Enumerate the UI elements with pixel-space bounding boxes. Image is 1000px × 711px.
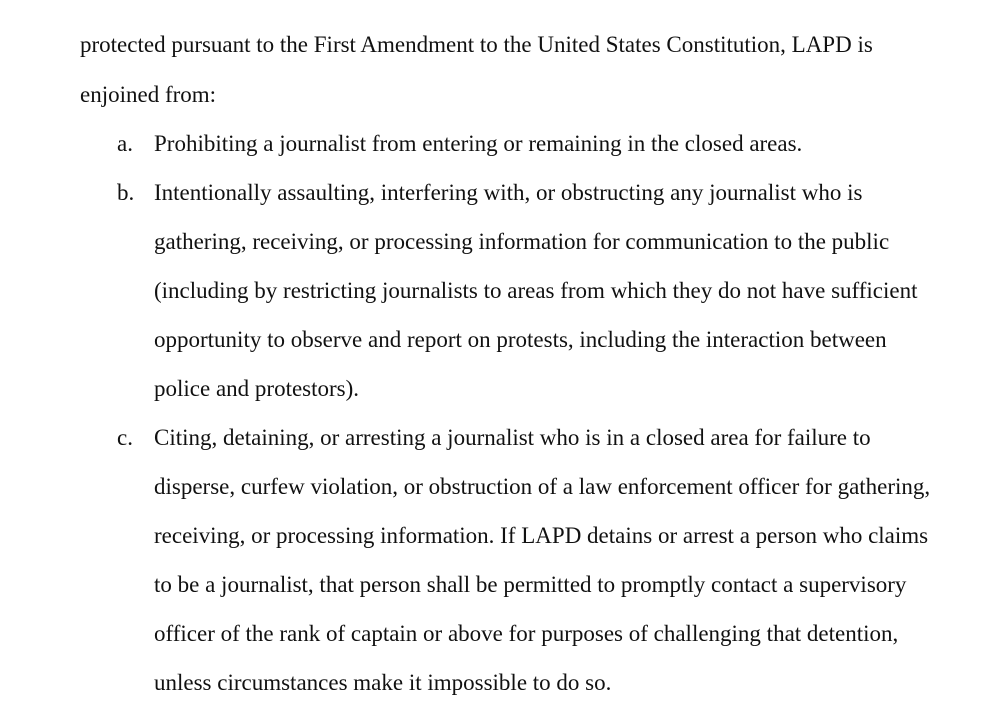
- list-item-b-line-2: gathering, receiving, or processing information for communication to the public: [154, 229, 890, 254]
- list-item-a-line-1: Prohibiting a journalist from entering or remaining in the closed areas.: [154, 131, 803, 156]
- list-item-c-line-5: officer of the rank of captain or above for purposes of challenging that detention,: [154, 621, 899, 646]
- list-marker-a: a.: [117, 131, 133, 156]
- list-item-b-line-4: opportunity to observe and report on protests, including the interaction between: [154, 327, 887, 352]
- intro-line-2: enjoined from:: [80, 82, 217, 107]
- list-marker-c: c.: [117, 425, 133, 450]
- list-item-c-line-3: receiving, or processing information. If LAPD detains or arrest a person who claims: [154, 523, 929, 548]
- list-item-c-line-1: Citing, detaining, or arresting a journalist who is in a closed area for failure to: [154, 425, 871, 450]
- list-item-c-line-4: to be a journalist, that person shall be permitted to promptly contact a supervisory: [154, 572, 907, 597]
- list-marker-b: b.: [117, 180, 135, 205]
- list-item-b-line-3: (including by restricting journalists to areas from which they do not have sufficient: [154, 278, 918, 303]
- list-item-c-line-2: disperse, curfew violation, or obstruction of a law enforcement officer for gathering,: [154, 474, 931, 499]
- list-item-b-line-1: Intentionally assaulting, interfering with, or obstructing any journalist who is: [154, 180, 863, 205]
- list-item-c-line-6: unless circumstances make it impossible to do so.: [154, 670, 612, 695]
- intro-line-1: protected pursuant to the First Amendment to the United States Constitution, LAPD is: [80, 32, 873, 57]
- list-item-b-line-5: police and protestors).: [154, 376, 360, 401]
